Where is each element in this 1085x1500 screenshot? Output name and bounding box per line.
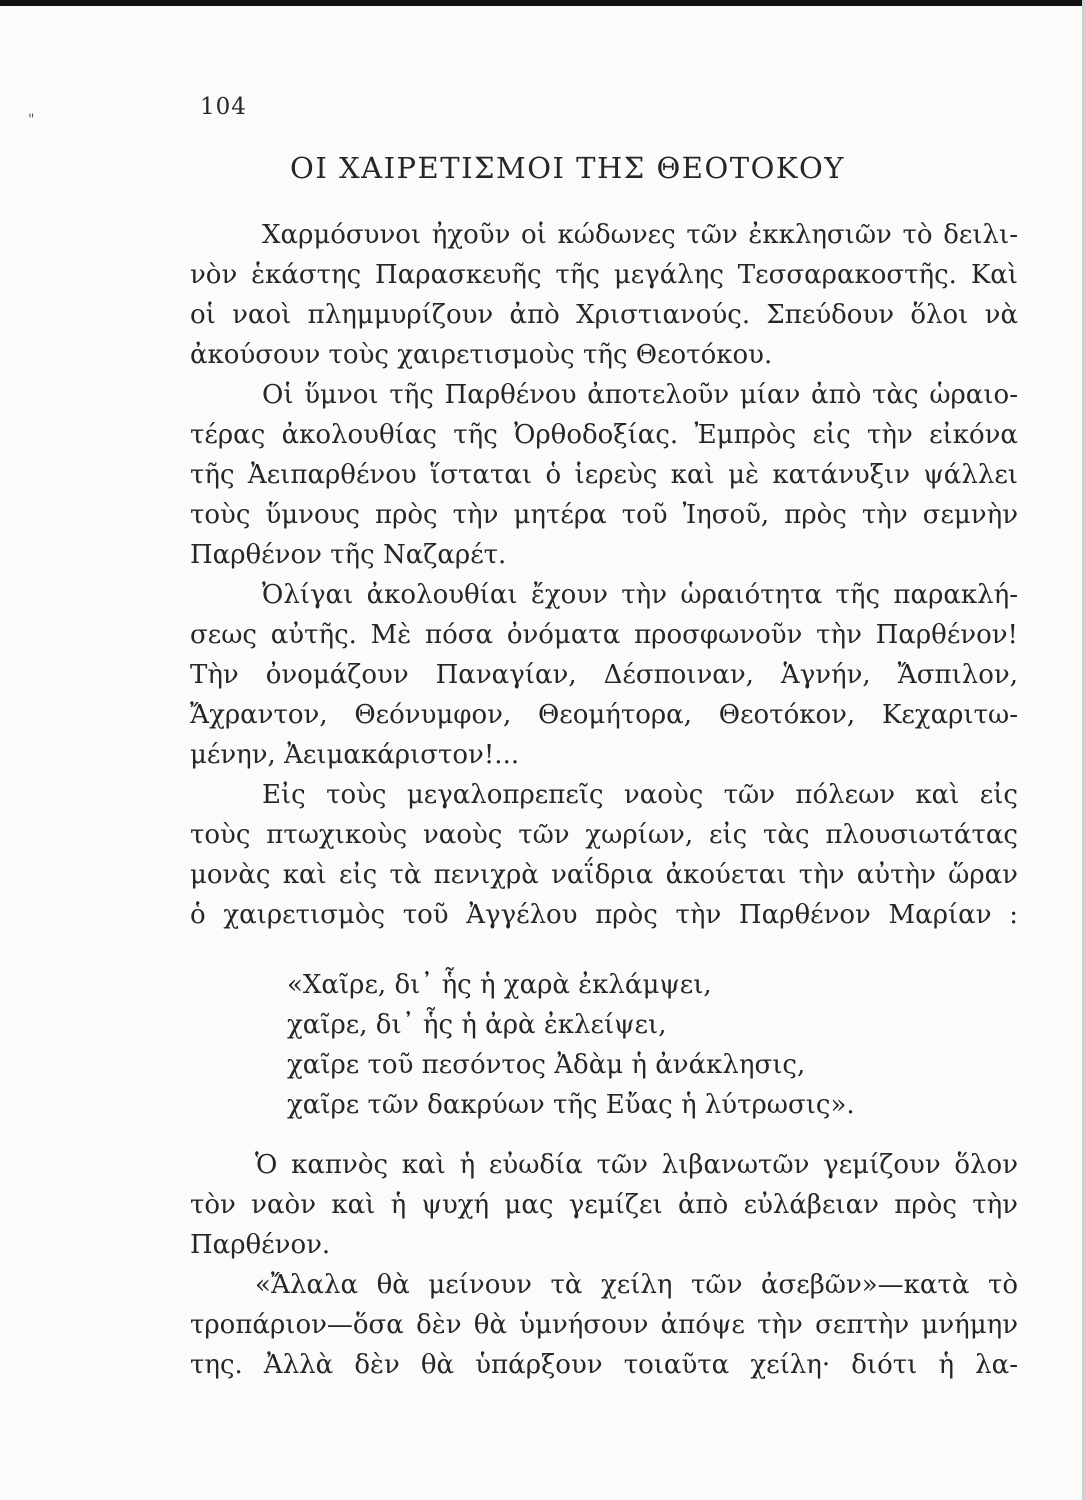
verse-line: χαῖρε τοῦ πεσόντος Ἀδὰμ ἡ ἀνάκλησις, <box>287 1050 806 1080</box>
margin-mark: " <box>28 112 35 128</box>
text-line: Χαρμόσυνοι ἠχοῦν οἱ κώδωνες τῶν ἐκκλησιῶν τὸ δειλι- <box>262 220 1018 250</box>
text-line: ἀκούσουν τοὺς χαιρετισμοὺς τῆς Θεοτόκου. <box>190 340 773 370</box>
text-line: νὸν ἑκάστης Παρασκευῆς τῆς μεγάλης Τεσσαρακοστῆς. Καὶ <box>190 260 1018 290</box>
text-line: τῆς Ἀειπαρθένου ἵσταται ὁ ἱερεὺς καὶ μὲ κατάνυξιν ψάλλει <box>190 460 1018 490</box>
text-line: σεως αὐτῆς. Μὲ πόσα ὀνόματα προσφωνοῦν τὴν Παρθένον! <box>190 620 1018 650</box>
verse-line: «Χαῖρε, δι᾿ ἧς ἡ χαρὰ ἐκλάμψει, <box>287 970 712 1000</box>
text-line: Παρθένον. <box>190 1230 331 1260</box>
text-line: οἱ ναοὶ πλημμυρίζουν ἀπὸ Χριστιανούς. Σπεύδουν ὅλοι νὰ <box>190 300 1018 330</box>
text-line: της. Ἀλλὰ δὲν θὰ ὑπάρξουν τοιαῦτα χείλη· διότι ἡ λα- <box>190 1350 1018 1380</box>
text-line: τέρας ἀκολουθίας τῆς Ὀρθοδοξίας. Ἐμπρὸς εἰς τὴν εἰκόνα <box>190 420 1018 450</box>
verse-line: χαῖρε τῶν δακρύων τῆς Εὔας ἡ λύτρωσις». <box>287 1090 855 1120</box>
chapter-title: ΟΙ ΧΑΙΡΕΤΙΣΜΟΙ ΤΗΣ ΘΕΟΤΟΚΟΥ <box>290 151 845 185</box>
text-line: τοὺς ὕμνους πρὸς τὴν μητέρα τοῦ Ἰησοῦ, πρὸς τὴν σεμνὴν <box>190 500 1018 530</box>
text-line: ὁ χαιρετισμὸς τοῦ Ἀγγέλου πρὸς τὴν Παρθένον Μαρίαν : <box>190 900 1018 930</box>
text-line: μένην, Ἀειμακάριστον!... <box>190 740 520 770</box>
text-line: τροπάριον—ὅσα δὲν θὰ ὑμνήσουν ἀπόψε τὴν σεπτὴν μνήμην <box>190 1310 1018 1340</box>
text-line: Παρθένον τῆς Ναζαρέτ. <box>190 540 507 570</box>
text-line: τὸν ναὸν καὶ ἡ ψυχή μας γεμίζει ἀπὸ εὐλάβειαν πρὸς τὴν <box>190 1190 1018 1220</box>
text-line: «Ἄλαλα θὰ μείνουν τὰ χείλη τῶν ἀσεβῶν»—κατὰ τὸ <box>255 1270 1018 1300</box>
text-line: Ἄχραντον, Θεόνυμφον, Θεομήτορα, Θεοτόκον, Κεχαριτω- <box>190 700 1018 730</box>
text-line: Ὀλίγαι ἀκολουθίαι ἔχουν τὴν ὡραιότητα τῆς παρακλή- <box>262 580 1018 610</box>
text-line: μονὰς καὶ εἰς τὰ πενιχρὰ ναΐδρια ἀκούεται τὴν αὐτὴν ὥραν <box>190 860 1018 890</box>
text-line: Εἰς τοὺς μεγαλοπρεπεῖς ναοὺς τῶν πόλεων καὶ εἰς <box>262 780 1018 810</box>
page-top-edge <box>0 0 1085 6</box>
text-line: τοὺς πτωχικοὺς ναοὺς τῶν χωρίων, εἰς τὰς πλουσιωτάτας <box>190 820 1018 850</box>
text-line: Τὴν ὀνομάζουν Παναγίαν, Δέσποιναν, Ἁγνήν, Ἄσπιλον, <box>190 660 1018 690</box>
page-number: 104 <box>200 94 247 120</box>
verse-line: χαῖρε, δι᾿ ἧς ἡ ἀρὰ ἐκλείψει, <box>287 1010 667 1040</box>
text-line: Οἱ ὕμνοι τῆς Παρθένου ἀποτελοῦν μίαν ἀπὸ τὰς ὡραιο- <box>262 380 1018 410</box>
text-line: Ὁ καπνὸς καὶ ἡ εὐωδία τῶν λιβανωτῶν γεμίζουν ὅλον <box>255 1150 1018 1180</box>
